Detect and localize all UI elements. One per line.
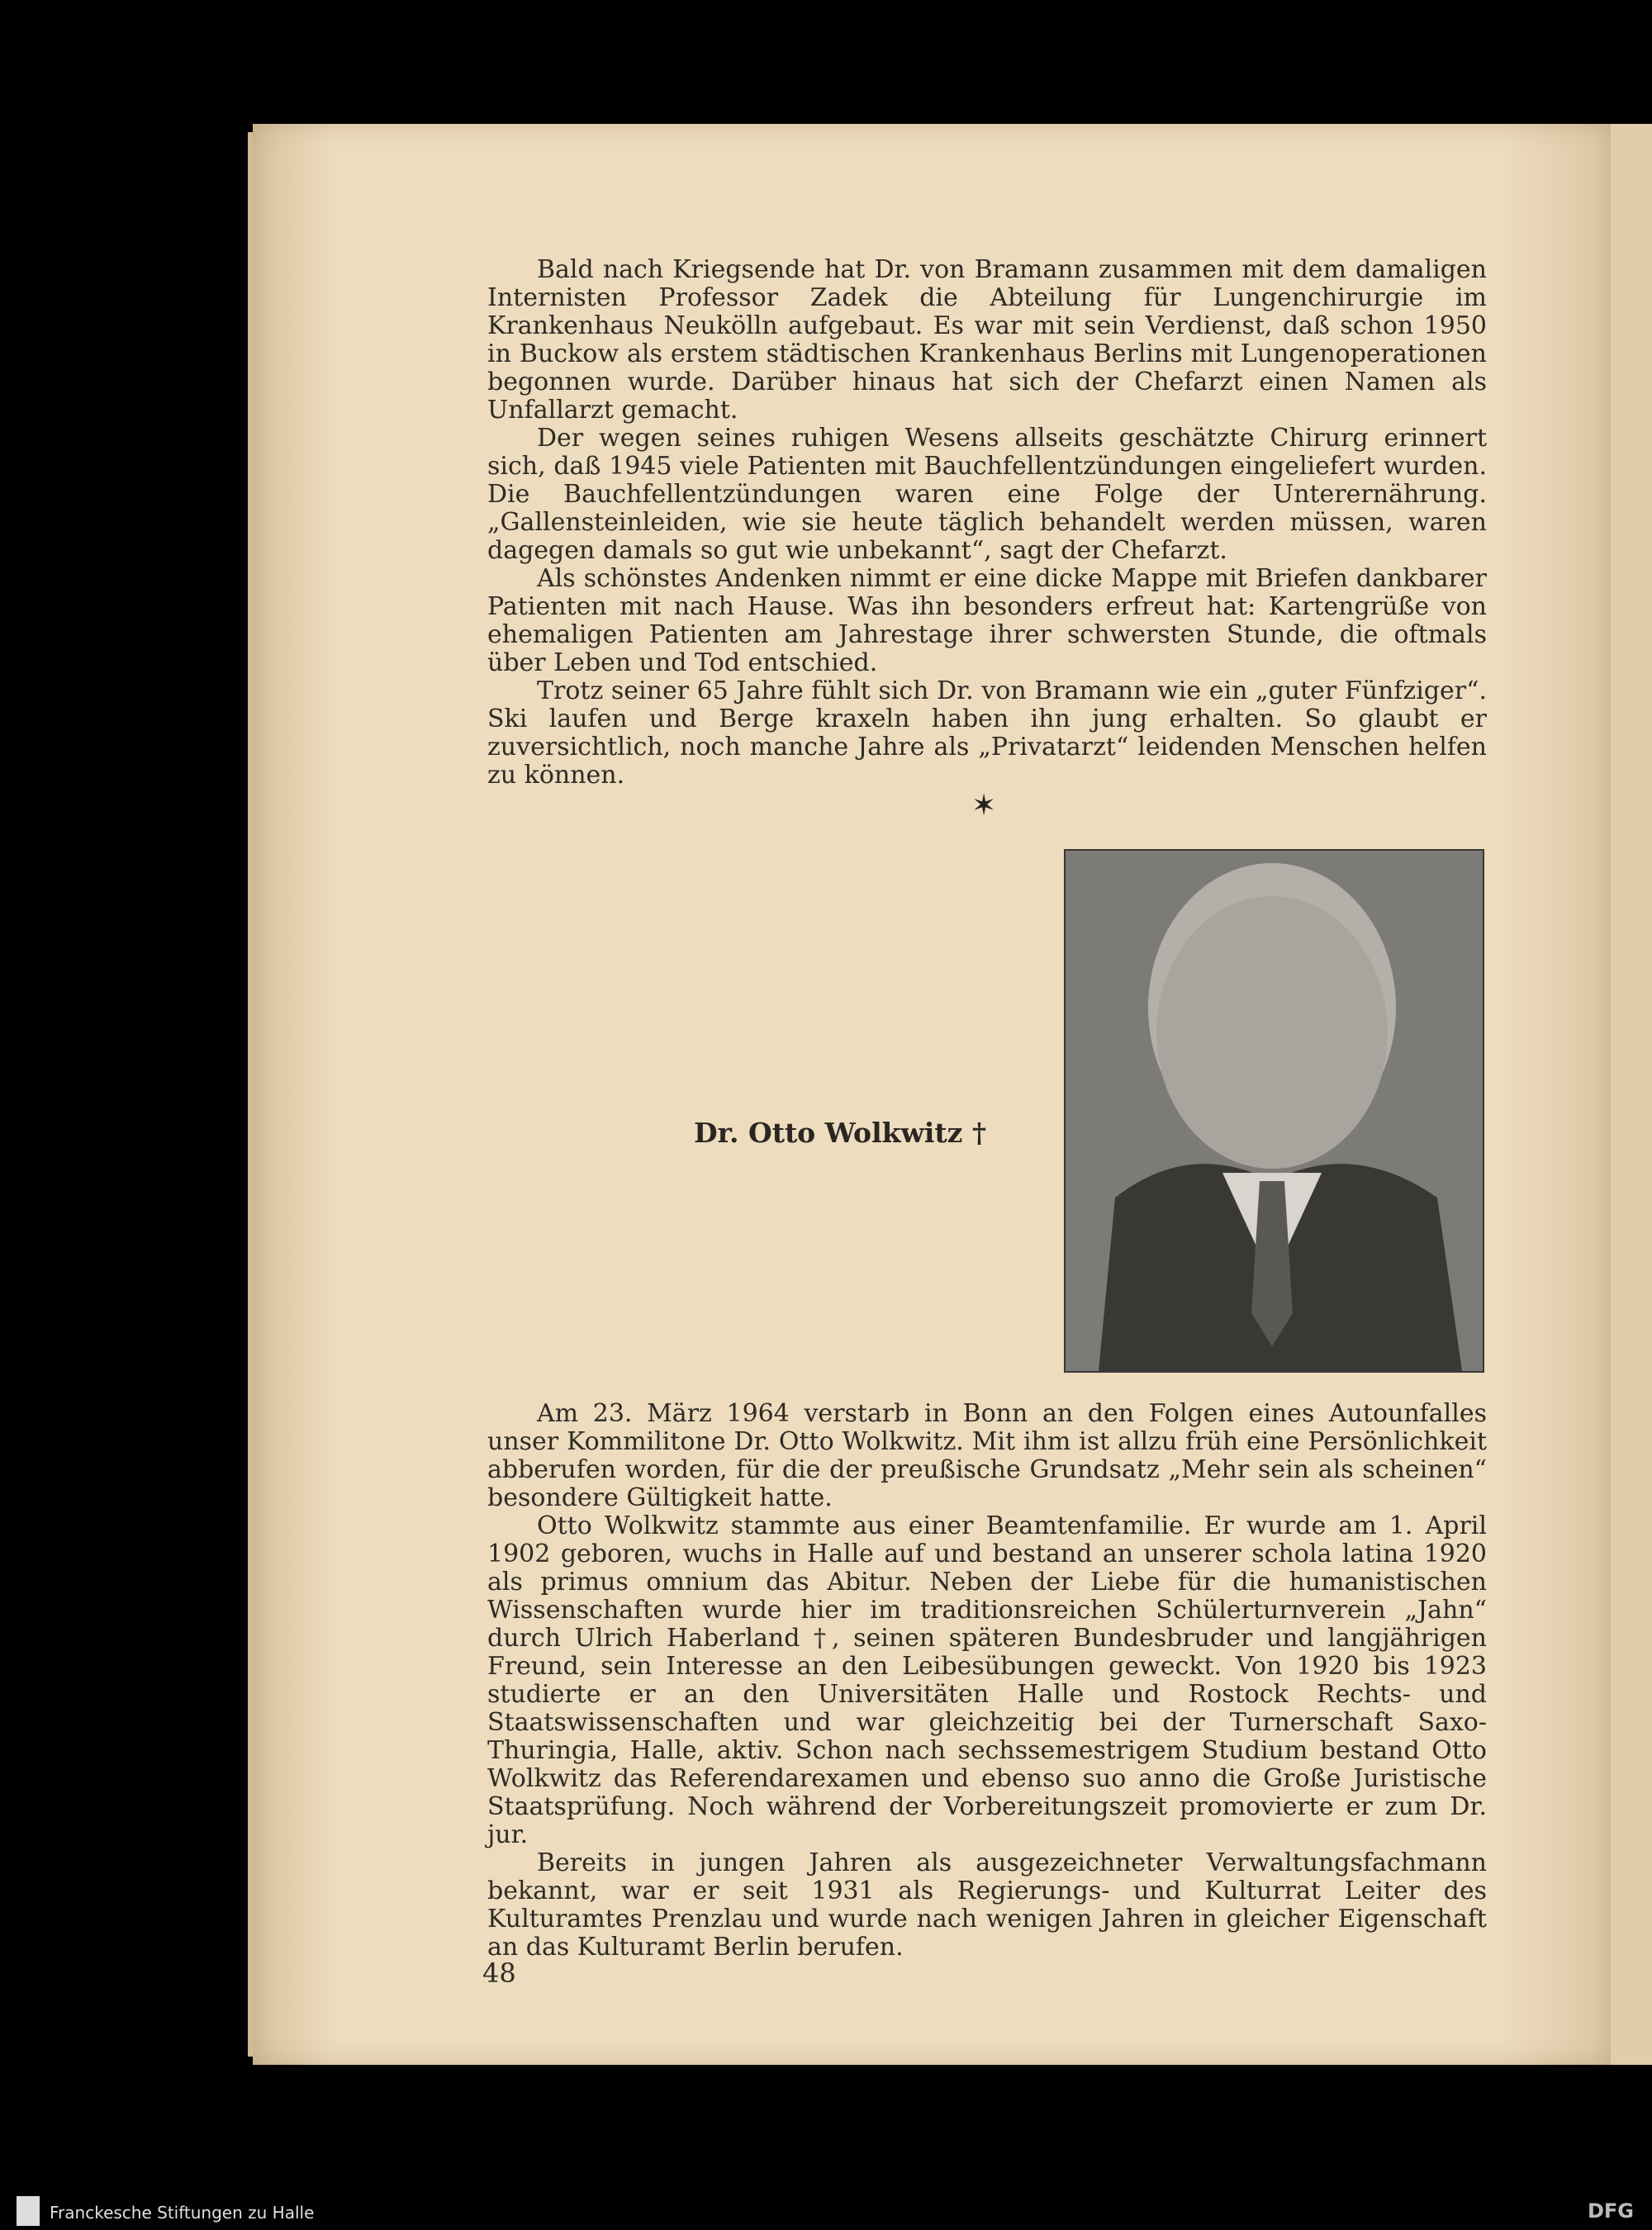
paragraph: Otto Wolkwitz stammte aus einer Beamtenfamilie. Er wurde am 1. April 1902 geboren, wuchs in Halle auf und bestand an unserer schola latina 1920 als primus omnium das Abitur. Neben der Liebe für die humanistischen Wissenschaften wurde hier im traditionsreichen Schülerturnverein „Jahn“ durch Ulrich Haberland †, seinen späteren Bundesbruder und langjährigen Freund, sein Interesse an den Leibesübungen geweckt. Von 1920 bis 1923 studierte er an den Universitäten Halle und Rostock Rechts- und Staatswissenschaften und war gleichzeitig bei der Turnerschaft Saxo-Thuringia, Halle, aktiv. Schon nach sechssemestrigem Studium bestand Otto Wolkwitz das Referendarexamen und ebenso suo anno die Große Juristische Staatsprüfung. Noch während der Vorbereitungszeit promovierte er zum Dr. jur.: [487, 1511, 1487, 1849]
paragraph: Bald nach Kriegsende hat Dr. von Bramann zusammen mit dem damaligen Internisten Professor Zadek die Abteilung für Lungenchirurgie im Krankenhaus Neukölln aufgebaut. Es war mit sein Verdienst, daß schon 1950 in Buckow als erstem städtischen Krankenhaus Berlins mit Lungenoperationen begonnen wurde. Darüber hinaus hat sich der Chefarzt einen Namen als Unfallarzt gemacht.: [487, 255, 1487, 425]
paragraph: Als schönstes Andenken nimmt er eine dicke Mappe mit Briefen dankbarer Patienten mit nach Hause. Was ihn besonders erfreut hat: Kartengrüße von ehemaligen Patienten am Jahrestage ihrer schwersten Stunde, die oftmals über Leben und Tod entschied.: [487, 564, 1487, 677]
paragraph: Bereits in jungen Jahren als ausgezeichneter Verwaltungsfachmann bekannt, war er seit 1931 als Regierungs- und Kulturrat Leiter des Kulturamtes Prenzlau und wurde nach wenigen Jahren in gleicher Eigenschaft an das Kulturamt Berlin berufen.: [487, 1848, 1487, 1962]
paragraph: Trotz seiner 65 Jahre fühlt sich Dr. von Bramann wie ein „guter Fünfziger“. Ski laufen und Berge kraxeln haben ihn jung erhalten. So glaubt er zuversichtlich, noch manche Jahre als „Privatarzt“ leidenden Menschen helfen zu können.: [487, 676, 1487, 790]
institution-name: Franckesche Stiftungen zu Halle: [50, 2203, 315, 2223]
article-top: [487, 256, 1487, 790]
paragraph: Der wegen seines ruhigen Wesens allseits geschätzte Chirurg erinnert sich, daß 1945 viele Patienten mit Bauchfellentzündungen eingeliefert wurden. Die Bauchfellentzündungen waren eine Folge der Unterernährung. „Gallensteinleiden, wie sie heute täglich behandelt werden müssen, waren dagegen damals so gut wie unbekannt“, sagt der Chefarzt.: [487, 424, 1487, 565]
facing-page-edge: [1611, 124, 1652, 2065]
article-bottom: [487, 1400, 1487, 1962]
viewer-footer: [0, 2193, 1652, 2230]
page-number: 48: [482, 1957, 516, 1989]
paragraph: Am 23. März 1964 verstarb in Bonn an den Folgen eines Autounfalles unser Kommilitone Dr. Otto Wolkwitz. Mit ihm ist allzu früh eine Persönlichkeit abberufen worden, für die der preußische Grundsatz „Mehr sein als scheinen“ besondere Gültigkeit hatte.: [487, 1399, 1487, 1512]
portrait-caption: Dr. Otto Wolkwitz †: [694, 1117, 987, 1149]
institution-logo-icon: [17, 2196, 40, 2226]
dfg-logo: DFG: [1587, 2199, 1634, 2223]
portrait-photo: [1066, 851, 1483, 1371]
portrait-illustration: [1066, 851, 1483, 1371]
section-separator: ✶: [971, 789, 997, 823]
